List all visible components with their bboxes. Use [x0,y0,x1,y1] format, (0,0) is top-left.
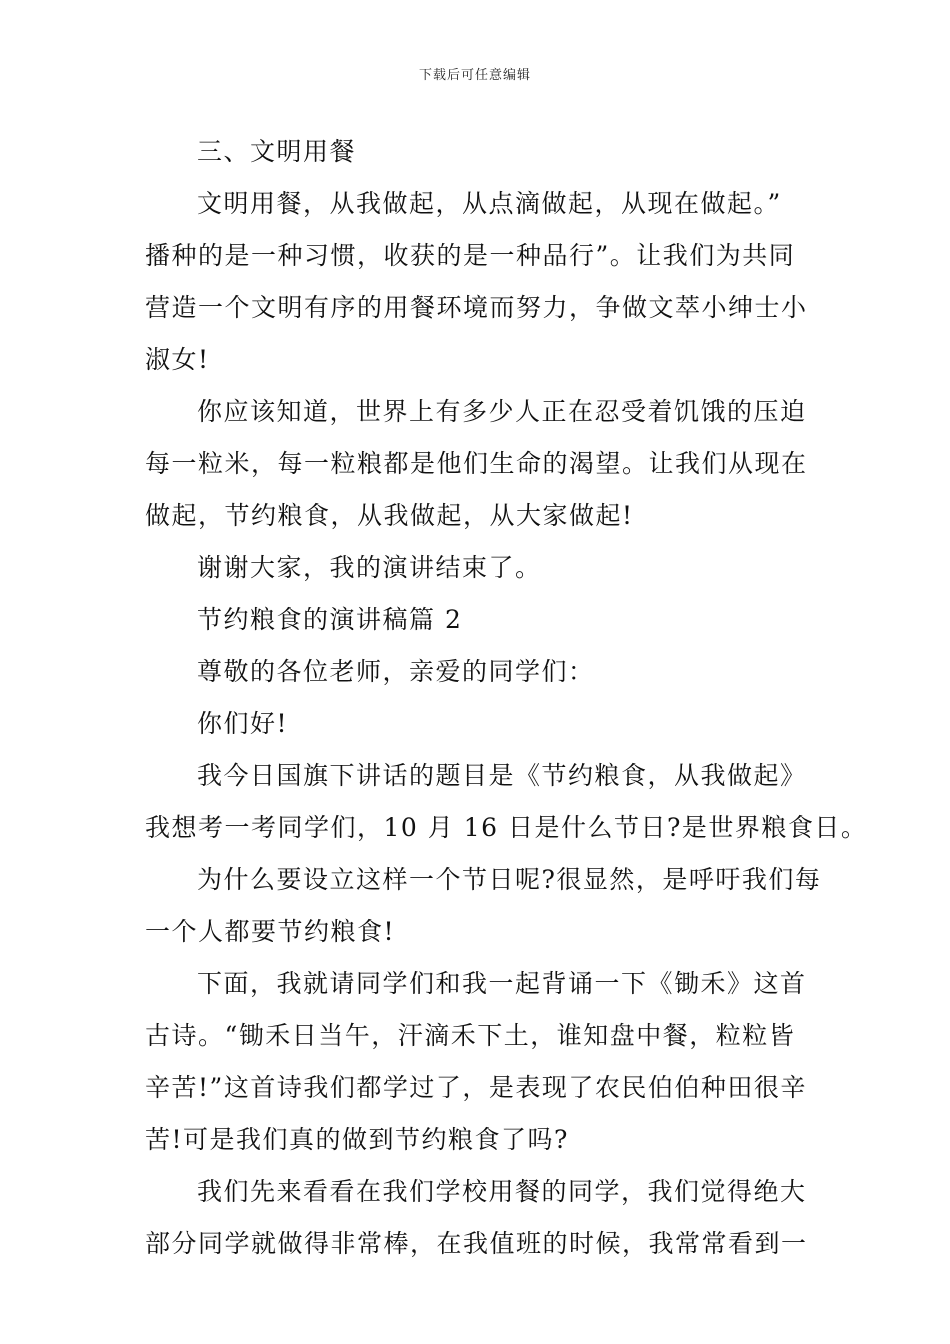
paragraph-line: 文明用餐，从我做起，从点滴做起，从现在做起。” [197,189,782,218]
paragraph-line: 我今日国旗下讲话的题目是《节约粮食，从我做起》 [197,761,807,790]
article-title: 节约粮食的演讲稿篇 2 [197,605,463,634]
paragraph [145,854,822,958]
paragraph-line: 辛苦!”这首诗我们都学过了，是表现了农民伯伯种田很辛 [145,1073,807,1102]
paragraph-line: 一个人都要节约粮食! [145,917,396,946]
paragraph-line: 你应该知道，世界上有多少人正在忍受着饥饿的压迫 [197,397,807,426]
paragraph-line: 每一粒米，每一粒粮都是他们生命的渴望。让我们从现在 [145,449,808,478]
paragraph [145,386,810,542]
paragraph [145,178,810,386]
paragraph-line: 淑女! [145,345,210,374]
closing-line: 谢谢大家，我的演讲结束了。 [197,553,542,582]
paragraph-line: 部分同学就做得非常棒，在我值班的时候，我常常看到一 [145,1229,808,1258]
paragraph-line: 为什么要设立这样一个节日呢?很显然，是呼吁我们每 [197,865,822,894]
paragraph [145,750,868,854]
section-heading: 三、文明用餐 [197,137,357,166]
paragraph-line: 做起，节约粮食，从我做起，从大家做起! [145,501,634,530]
paragraph-line: 我想考一考同学们，10 月 16 日是什么节日?是世界粮食日。 [145,813,868,842]
header-note: 下载后可任意编辑 [418,68,531,83]
paragraph-line: 下面，我就请同学们和我一起背诵一下《锄禾》这首 [197,969,807,998]
greeting: 你们好! [197,709,289,738]
salutation: 尊敬的各位老师，亲爱的同学们： [197,657,595,686]
paragraph-line: 古诗。“锄禾日当午，汗滴禾下土，谁知盘中餐，粒粒皆 [145,1021,796,1050]
paragraph-line: 苦!可是我们真的做到节约粮食了吗? [145,1125,569,1154]
paragraph-line: 播种的是一种习惯，收获的是一种品行”。让我们为共同 [145,241,796,270]
paragraph [145,958,810,1166]
paragraph [145,1166,810,1270]
paragraph-line: 我们先来看看在我们学校用餐的同学，我们觉得绝大 [197,1177,807,1206]
document-body [145,126,868,1270]
paragraph-line: 营造一个文明有序的用餐环境而努力，争做文萃小绅士小 [145,293,808,322]
